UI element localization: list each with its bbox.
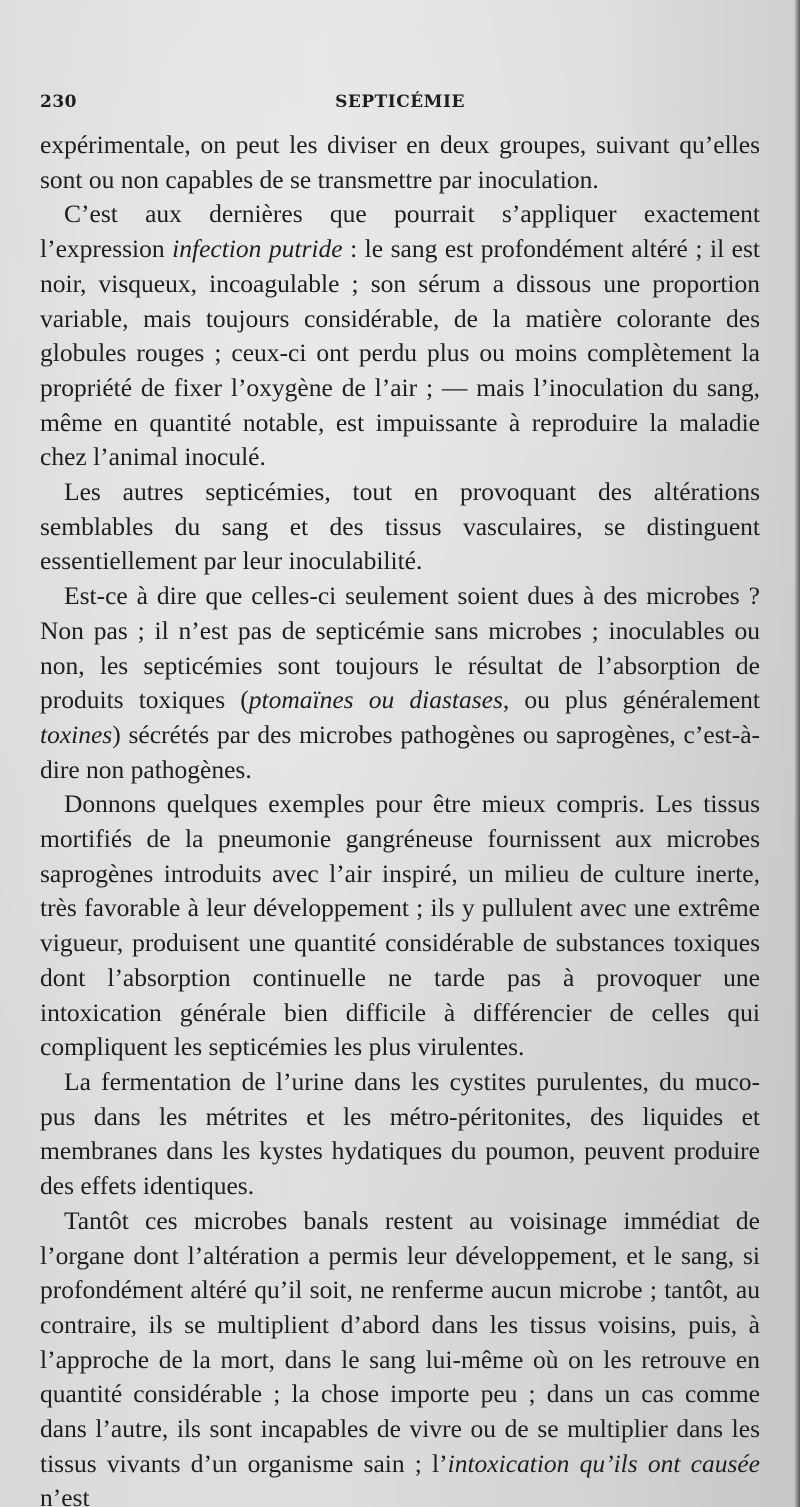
text-run: Donnons quelques exemples pour être mieux compris. Les tissus mortifiés de la pneumonie gangréneuse fournissent aux microbes saprogènes introduits avec l’air inspiré, un milieu de culture inerte, très favorable à leur développement ; ils y pullulent avec une extrême vigueur, produisent une quantité considérable de substances toxiques dont l’absorption continuelle ne tarde pas à provoquer une intoxication générale bien difficile à différencier de celles qui compliquent les septicémies les plus virulentes.	[40, 789, 760, 1062]
text-run: , ou plus généralement	[502, 685, 760, 715]
text-run: Les autres septicémies, tout en provoquant des altérations semblables du sang et des tissus vasculaires, se distinguent essentiellement par leur inoculabilité.	[40, 477, 760, 576]
body-text	[40, 128, 760, 1507]
page-number: 230	[40, 92, 77, 112]
paragraph-6	[40, 1065, 760, 1204]
text-run: Est-ce à dire que celles-ci seulement soient dues à des microbes ? Non pas ; il n’est pas de septicémie sans microbes ; inoculables ou non, les septicémies sont toujours le résultat de l’absorption de produits toxiques (	[40, 581, 760, 715]
italic-phrase: infection putride	[172, 234, 343, 264]
page-header	[40, 88, 760, 118]
italic-phrase: ptomaïnes ou diastases	[248, 685, 503, 715]
paragraph-5	[40, 787, 760, 1065]
italic-phrase: intoxication qu’ils ont causée	[447, 1448, 760, 1478]
text-run: Tantôt ces microbes banals restent au voisinage immédiat de l’organe dont l’altération a permis leur développement, et le sang, si profondément altéré qu’il soit, ne renferme aucun microbe ; tantôt, au contraire, ils se multiplient d’abord dans les tissus voisins, puis, à l’approche de la mort, dans le sang lui-même où on les retrouve en quantité considérable ; la chose importe peu ; dans un cas comme dans l’autre, ils sont incapables de vivre ou de se multiplier dans les tissus vivants d’un organisme sain ; l’	[40, 1205, 760, 1478]
paragraph-4	[40, 579, 760, 787]
paragraph-1	[40, 128, 760, 197]
text-run: C’est aux dernières que pourrait s’appliquer exactement l’expression	[40, 199, 760, 264]
text-run: expérimentale, on peut les diviser en deux groupes, suivant qu’elles sont ou non capables de se transmettre par inoculation.	[40, 130, 760, 194]
paragraph-7	[40, 1204, 760, 1507]
text-run: : le sang est profondément altéré ; il est noir, visqueux, incoagulable ; son sérum a dissous une proportion variable, mais toujours considérable, de la matière colorante des globules rouges ; ceux-ci ont perdu plus ou moins complètement la propriété de fixer l’oxygène de l’air ; — mais l’inoculation du sang, même en quantité notable, est impuissante à reproduire la maladie chez l’animal inoculé.	[40, 234, 760, 472]
text-run: La fermentation de l’urine dans les cystites purulentes, du muco-pus dans les métrites et les métro-péritonites, des liquides et membranes dans les kystes hydatiques du poumon, peuvent produire des effets identiques.	[40, 1066, 760, 1201]
text-run: n’est	[40, 1483, 90, 1507]
running-head: SEPTICÉMIE	[335, 92, 465, 112]
text-run: ) sécrétés par des microbes pathogènes ou saprogènes, c’est-à-dire non pathogènes.	[40, 719, 760, 784]
italic-phrase: toxines	[40, 719, 113, 749]
paragraph-2	[40, 197, 760, 475]
paragraph-3	[40, 475, 760, 579]
